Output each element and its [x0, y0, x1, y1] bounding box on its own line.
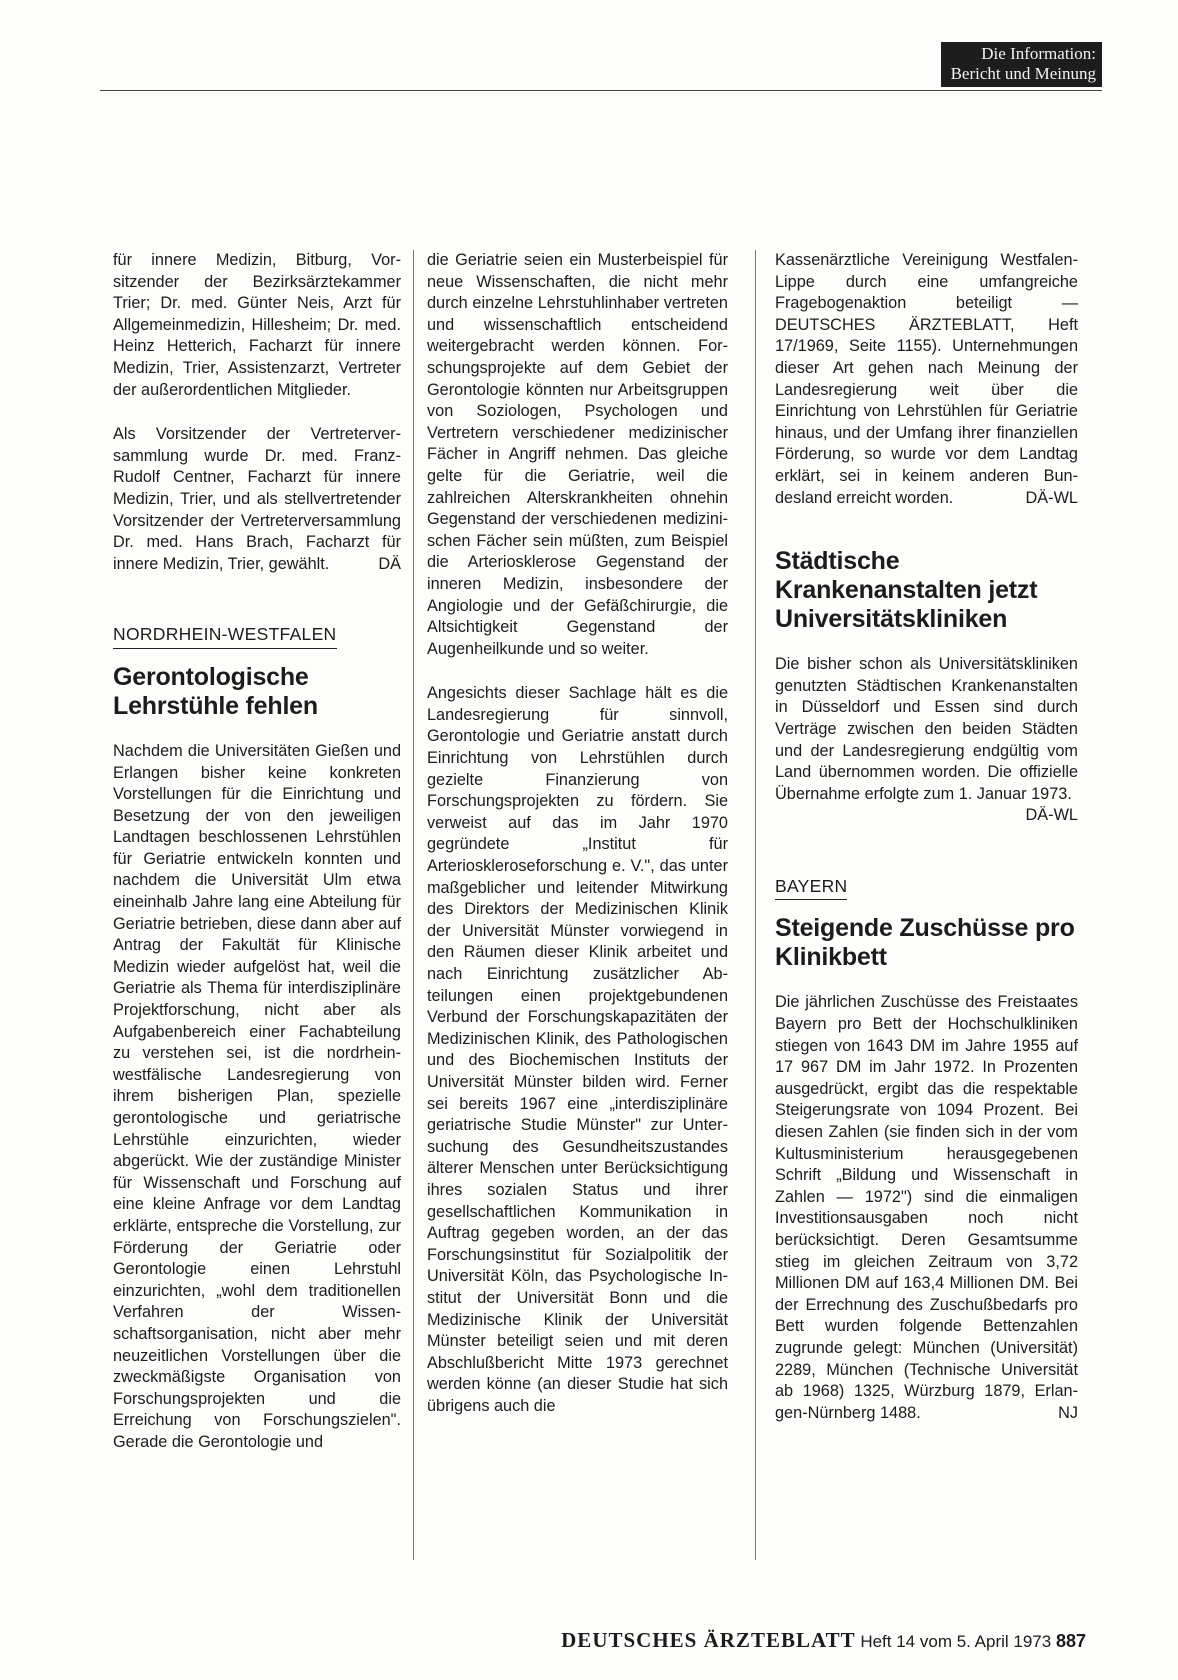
- article-headline: Gerontologische Lehrstühle fehlen: [113, 662, 318, 720]
- column-divider-1: [413, 250, 414, 1560]
- paragraph: Nachdem die Universitäten Gießen und Erlangen bisher keine konkreten Vorstellungen für die Einrichtung und Besetzung der von den jeweiligen Landtagen beschlossenen Lehrstühlen für Geriatrie entwickeln konnten und nachdem die Universität Ulm etwa eineinhalb Jahre lang eine Abteilung für Geriatrie betrieben, diese dann aber auf Antrag der Fakultät für Klinische Medizin wieder aufgelöst hat, weil die Geriatrie als Thema für interdisziplinäre Projektforschung, nicht aber als Aufgabenbereich einer Fachabteilung zu verstehen sei, ist die nordrhein-westfälische Landesregierung von ihrem bisherigen Plan, spezielle gerontologische und geriatrische Lehrstühle einzurichten, wieder abgerückt. Wie der zuständige Minister für Wissenschaft und Forschung auf eine kleine Anfrage vor dem Landtag erklärte, entspreche die Vorstellung, zur Förderung der Geriatrie oder Gerontologie einen Lehrstuhl einzurichten, „wohl dem traditionellen Verfahren der Wissenschaftsorganisation, nicht aber mehr neuzeitlichen Vorstellungen über die zweckmäßigste Organisation von Forschungsprojekten und die Erreichung von Forschungszielen". Gerade die Gerontologie und: [113, 741, 401, 1451]
- page-number: 887: [1055, 1631, 1086, 1651]
- section-badge-line1: Die Information:: [981, 44, 1096, 63]
- paragraph-text: Kassenärztliche Vereinigung Westfalen-Lippe durch eine umfangreiche Fragebogenaktion beteiligt — DEUTSCHES ÄRZTEBLATT, Heft 17/1969, Seite 1155). Unternehmungen dieser Art gehen nach Meinung der Landesregierung weit über die Einrichtung von Lehrstühlen für Geriatrie hinaus, und der Umfang ihrer finanziellen Förderung, so wurde vor dem Landtag erklärt, sei in keinem anderen Bundesland erreicht worden.: [775, 251, 1078, 507]
- journal-name: DEUTSCHES ÄRZTEBLATT: [561, 1628, 856, 1652]
- paragraph: [775, 250, 1078, 509]
- paragraph-text: Die jährlichen Zuschüsse des Freistaates Bayern pro Bett der Hochschulkliniken stiegen von 1643 DM im Jahre 1955 auf 17 967 DM im Jahr 1972. In Prozenten ausgedrückt, ergibt das die respektable Steigerungsrate von 1094 Prozent. Bei diesen Zahlen (sie finden sich in der vom Kultusministerium herausgegebenen Schrift „Bildung und Wissenschaft in Zahlen — 1972") sind die einmaligen Investitionsausgaben noch nicht berücksichtigt. Deren Gesamtsumme stieg im gleichen Zeitraum von 3,72 Millionen DM auf 163,4 Millionen DM. Bei der Errechnung des Zuschußbedarfs pro Bett wurden folgende Bettenzahlen zugrunde gelegt: München (Universität) 2289, München (Technische Universität ab 1968) 1325, Würzburg 1879, Erlangen-Nürnberg 1488.: [775, 993, 1078, 1422]
- article-headline: Städtische Krankenanstalten jetzt Universitätskliniken: [775, 547, 1038, 634]
- paragraph: für innere Medizin, Bitburg, Vorsitzender der Bezirksärztekammer Trier; Dr. med. Günter Neis, Arzt für Allgemeinmedizin, Hillesheim; Dr. med. Heinz Hetterich, Facharzt für innere Medizin, Trier, Assistenzarzt, Vertreter der außerordentlichen Mitglieder.: [113, 251, 401, 399]
- paragraph-text: Die bisher schon als Universitätskliniken genutzten Städtischen Krankenanstalten in Düsseldorf und Essen sind durch Verträge zwischen den beiden Städten und der Landesregierung endgültig vom Land übernommen worden. Die offizielle Übernahme erfolgte zum 1. Januar 1973.: [775, 655, 1078, 803]
- column-1: [113, 250, 401, 1454]
- paragraph-text: Als Vorsitzender der Vertreterversammlung wurde Dr. med. Franz-Rudolf Centner, Facharzt für innere Medizin, Trier, und als stellvertretender Vorsitzender der Vertreterversammlung Dr. med. Hans Brach, Facharzt für innere Medizin, Trier, gewählt.: [113, 425, 401, 573]
- column-divider-2: [755, 250, 756, 1560]
- header-rule: [100, 90, 1102, 91]
- paragraph: [775, 992, 1078, 1424]
- paragraph: Angesichts dieser Sachlage hält es die Landesregierung für sinnvoll, Gerontologie und Geriatrie anstatt durch Einrichtung von Lehrstühlen durch gezielte Finanzierung von Forschungsprojekten zu fördern. Sie verweist auf das im Jahr 1970 gegründete „Institut für Arterioskleroseforschung e. V.", das unter maßgeblicher und leitender Mitwirkung des Direktors der Medizinischen Klinik der Universität Münster vorwiegend in den Räumen dieser Klinik arbeitet und nach Einrichtung zusätzlicher Abteilungen einen projektgebundenen Verbund der Forschungskapazitäten der Medizinischen Klinik, des Pathologischen und des Biochemischen Instituts der Universität Münster bilden wird. Ferner sei bereits 1967 eine „interdisziplinäre geriatrische Studie Münster" zur Untersuchung des Gesundheitszustandes älterer Menschen unter Berücksichtigung ihres sozialen Status und ihrer gesellschaftlichen Kommunikation in Auftrag gegeben worden, an der das Forschungsinstitut für Sozialpolitik der Universität Köln, das Psychologische Institut der Universität Bonn und die Medizinische Klinik der Universität Münster beteiligt seien und mit deren Abschlußbericht Mitte 1973 gerechnet werden könne (an dieser Studie hat sich übrigens auch die: [427, 684, 728, 1415]
- page-footer: [561, 1628, 1086, 1653]
- author-sign: DÄ: [378, 554, 401, 573]
- column-3: [775, 250, 1078, 1424]
- paragraph: [113, 424, 401, 575]
- issue-info: Heft 14 vom 5. April 1973: [860, 1632, 1052, 1651]
- section-label: NORDRHEIN-WESTFALEN: [113, 624, 337, 649]
- author-sign: DÄ-WL: [1025, 806, 1078, 825]
- section-badge: [941, 42, 1102, 87]
- paragraph: die Geriatrie seien ein Musterbeispiel für neue Wissenschaften, die nicht mehr durch einzelne Lehrstuhlinhaber vertreten und wissenschaftlich entscheidend weitergebracht werden können. Forschungsprojekte auf dem Gebiet der Gerontologie könnten nur Arbeitsgruppen von Soziologen, Psychologen und Vertretern verschiedener medizinischer Fächer in Angriff nehmen. Das gleiche gelte für die Geriatrie, weil die zahlreichen Alterskrankheiten ohnehin Gegenstand der verschiedenen medizinischen Fächer sein müßten, zum Beispiel die Arteriosklerose Gegenstand der inneren Medizin, insbesondere der Angiologie und der Gefäßchirurgie, die Altsichtigkeit Gegenstand der Augenheilkunde und so weiter.: [427, 251, 728, 658]
- column-2: [427, 250, 728, 1417]
- article-headline: Steigende Zuschüsse pro Klinikbett: [775, 914, 1075, 972]
- paragraph: [775, 654, 1078, 827]
- author-sign: DÄ-WL: [1025, 488, 1078, 507]
- author-sign: NJ: [1058, 1403, 1078, 1422]
- section-badge-line2: Bericht und Meinung: [950, 64, 1096, 83]
- section-label: BAYERN: [775, 876, 847, 901]
